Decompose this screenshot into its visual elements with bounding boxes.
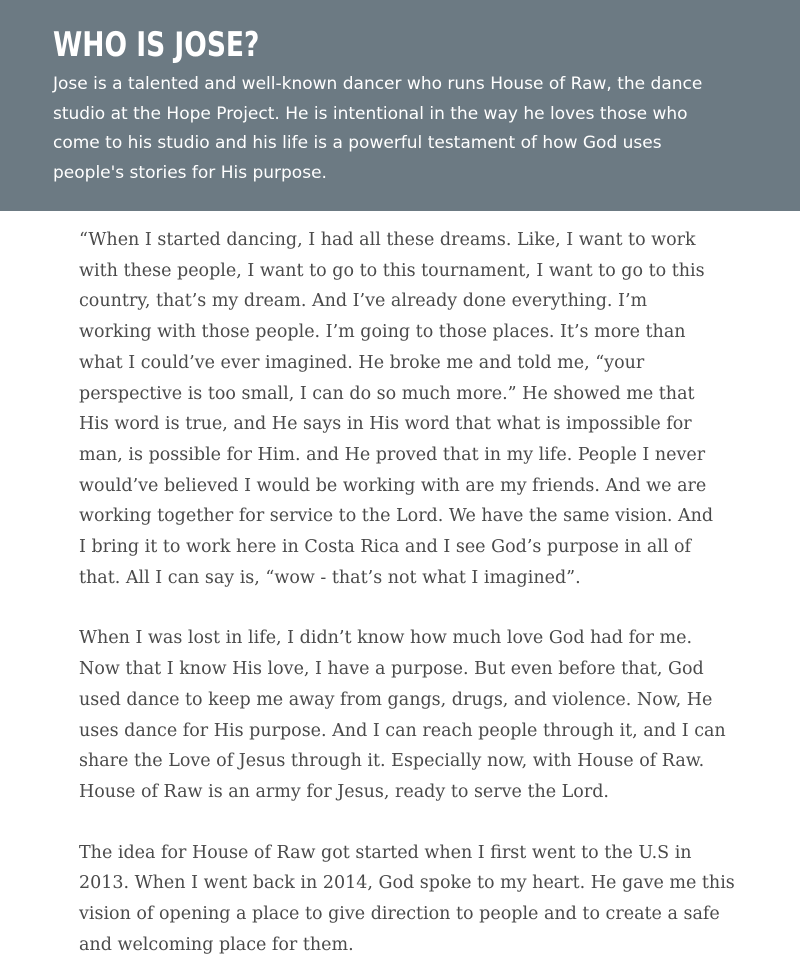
quote-paragraph-1: “When I started dancing, I had all these dreams. Like, I want to work with these people, I want to go to this tournament, I want to go to this country, that’s my dream. And I’ve already done everything. I’m working with those people. I’m going to those places. It’s more than what I could’ve ever imagined. He broke me and told me, “your perspective is too small, I can do so much more.” He showed me that His word is true, and He says in His word that what is impossible for man, is possible for Him. and He proved that in my life. People I never would’ve believed I would be working with are my friends. And we are working together for service to the Lord. We have the same vision. And I bring it to work here in Costa Rica and I see God’s purpose in all of that. All I can say is, “wow - that’s not what I imagined”. — [79, 230, 714, 588]
page-title: WHO IS JOSE? — [53, 25, 260, 65]
intro-paragraph: Jose is a talented and well-known dancer who runs House of Raw, the dance studio at the Hope Project. He is intentional in the way he loves those who come to his studio and his life is a powerful testament of how God uses people's stories for His purpose. — [53, 74, 703, 183]
quote-paragraph-2: When I was lost in life, I didn’t know how much love God had for me. Now that I know His love, I have a purpose. But even before that, God used dance to keep me away from gangs, drugs, and violence. Now, He uses dance for His purpose. And I can reach people through it, and I can share the Love of Jesus through it. Especially now, with House of Raw. House of Raw is an army for Jesus, ready to serve the Lord. — [79, 628, 726, 802]
quote-paragraph-3: The idea for House of Raw got started when I first went to the U.S in 2013. When I went back in 2014, God spoke to my heart. He gave me this vision of opening a place to give direction to people and to create a safe and welcoming place for them. — [79, 842, 735, 954]
header-banner — [0, 0, 800, 211]
body-text — [79, 225, 769, 954]
